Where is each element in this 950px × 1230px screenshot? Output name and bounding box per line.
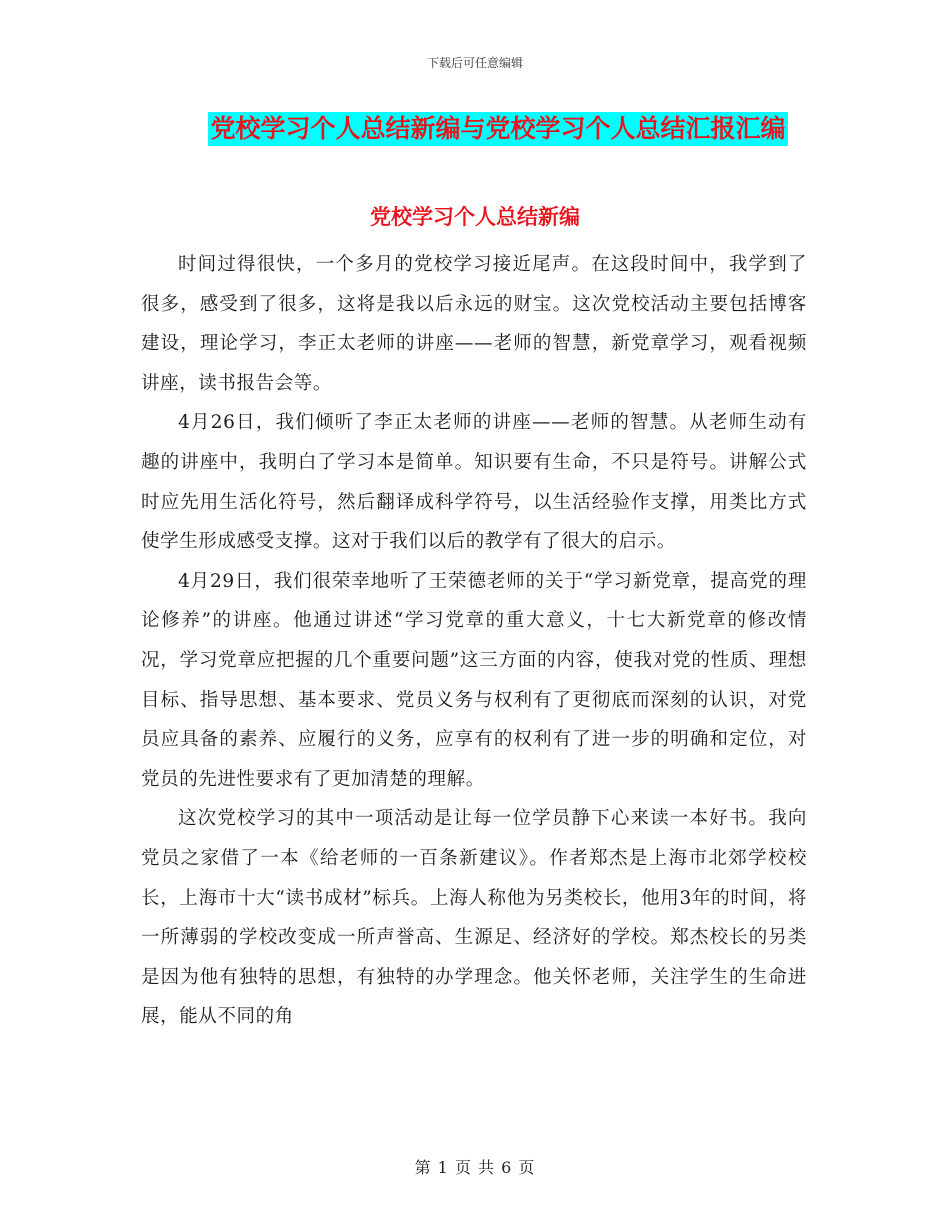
body-paragraph: 这次党校学习的其中一项活动是让每一位学员静下心来读一本好书。我向党员之家借了一本《给老师的一百条新建议》。作者郑杰是上海市北郊学校校长，上海市十大“读书成材”标兵。上海人称他为另类校长，他用3年的时间，将一所薄弱的学校改变成一所声誉高、生源足、经济好的学校。郑杰校长的另类是因为他有独特的思想，有独特的办学理念。他关怀老师，关注学生的生命进展，能从不同的角 (141, 808, 807, 1028)
page-header-note: 下载后可任意编辑 (426, 56, 523, 70)
document-body (141, 245, 807, 1037)
section-title: 党校学习个人总结新编 (370, 204, 580, 229)
document-title-container (0, 112, 950, 146)
body-paragraph: 4月29日，我们很荣幸地听了王荣德老师的关于“学习新党章，提高党的理论修养”的讲座。他通过讲述“学习党章的重大意义，十七大新党章的修改情况，学习党章应把握的几个重要问题”这三方面的内容，使我对党的性质、理想目标、指导思想、基本要求、党员义务与权利有了更彻底而深刻的认识，对党员应具备的素养、应履行的义务，应享有的权利有了进一步的明确和定位，对党员的先进性要求有了更加清楚的理解。 (141, 570, 807, 790)
body-paragraph: 4月26日，我们倾听了李正太老师的讲座——老师的智慧。从老师生动有趣的讲座中，我明白了学习本是简单。知识要有生命，不只是符号。讲解公式时应先用生活化符号，然后翻译成科学符号，以生活经验作支撑，用类比方式使学生形成感受支撑。这对于我们以后的教学有了很大的启示。 (141, 412, 807, 553)
page-number-footer: 第 1 页 共 6 页 (414, 1158, 536, 1177)
body-paragraph: 时间过得很快，一个多月的党校学习接近尾声。在这段时间中，我学到了很多，感受到了很多，这将是我以后永远的财宝。这次党校活动主要包括博客建设，理论学习，李正太老师的讲座——老师的智慧，新党章学习，观看视频讲座，读书报告会等。 (141, 254, 807, 394)
document-title: 党校学习个人总结新编与党校学习个人总结汇报汇编 (208, 112, 787, 146)
